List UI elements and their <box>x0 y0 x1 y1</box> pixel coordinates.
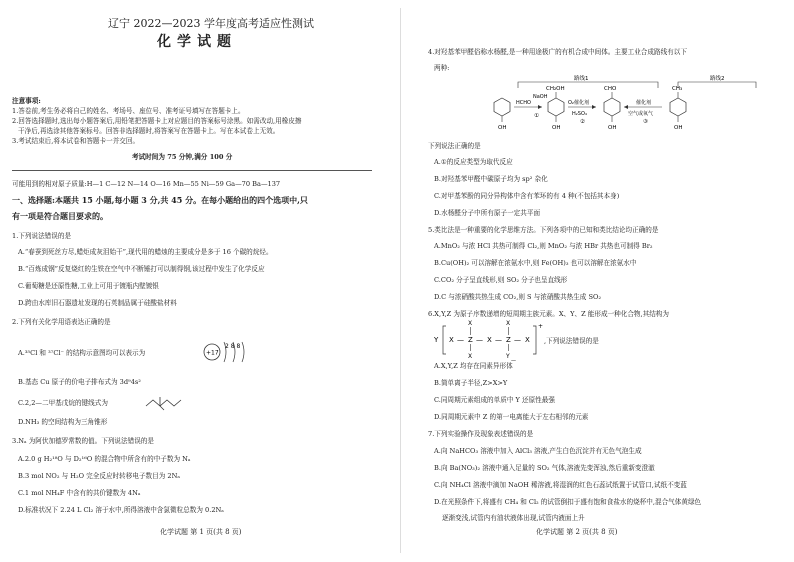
svg-text:X: X <box>506 320 511 327</box>
question-4-option-a: A.①的反应类型为取代反应 <box>434 158 513 166</box>
svg-text:Y: Y <box>434 336 439 344</box>
right-page <box>418 0 784 562</box>
svg-text:Y: Y <box>506 353 510 360</box>
ion-structure-diagram <box>200 336 260 368</box>
svg-text:OH: OH <box>498 125 507 131</box>
section-heading: 一、选择题:本题共 15 小题,每小题 3 分,共 45 分。在每小题给出的四个选项中,只 <box>12 195 308 205</box>
svg-text:OH: OH <box>608 125 617 131</box>
question-7-option-d: D.在光照条件下,将盛有 CH₄ 和 Cl₂ 的试管倒扣于盛有饱和食盐水的烧杯中,混合气体黄绿色 <box>434 498 702 506</box>
question-6-option-d: D.同周期元素中 Z 的第一电离能大于左右相邻的元素 <box>434 413 589 421</box>
svg-text:—: — <box>511 358 516 362</box>
bond-line-formula <box>144 395 184 411</box>
page-footer: 化学试题 第 2 页(共 8 页) <box>536 528 618 536</box>
svg-text:NaOH: NaOH <box>533 94 548 100</box>
svg-text:OH: OH <box>674 125 683 131</box>
rule-line <box>12 170 372 171</box>
svg-text:X: X <box>468 353 473 360</box>
question-4-option-d: D.水杨醛分子中所有原子一定共平面 <box>434 209 541 217</box>
svg-text:O₂催化剂: O₂催化剂 <box>568 100 589 106</box>
methylphenol-ring <box>670 86 686 131</box>
svg-text:OH: OH <box>552 125 561 131</box>
question-2-stem: 2.下列有关化学用语表达正确的是 <box>12 318 111 326</box>
question-7-option-b: B.向 Ba(NO₃)₂ 溶液中通入足量的 SO₂ 气体,溶液先变浑浊,然后重新变澄澈 <box>434 464 655 472</box>
question-5-option-a: A.MnO₂ 与浓 HCl 共热可制得 Cl₂,则 MnO₂ 与浓 HBr 共热也可制得 Br₂ <box>434 242 653 250</box>
note-line: 2.回答选择题时,选出每小题答案后,用铅笔把答题卡上对应题目的答案标号涂黑。如需改动,用橡皮擦 <box>12 117 302 125</box>
question-2-option-c: C.2,2—二甲基戊烷的键线式为 <box>18 399 108 407</box>
question-3-option-c: C.1 mol NH₄F 中含有的共价键数为 4Nₐ <box>18 489 141 497</box>
note-line: 1.答卷前,考生务必将自己的姓名、考场号、座位号、准考证号填写在答题卡上。 <box>12 107 245 115</box>
svg-text:空气或氧气: 空气或氧气 <box>628 111 654 117</box>
hydroxymethylphenol-ring <box>546 86 565 131</box>
page-footer: 化学试题 第 1 页(共 8 页) <box>160 528 242 536</box>
note-line: 干净后,再选涂其他答案标号。回答非选择题时,将答案写在答题卡上。写在本试卷上无效。 <box>18 127 280 135</box>
question-5-option-d: D.C 与浓硝酸共热生成 CO₂,则 S 与浓硝酸共热生成 SO₂ <box>434 293 602 301</box>
question-6-option-c: C.同周期元素组成的单质中 Y 还原性最强 <box>434 396 555 404</box>
hydroxybenzaldehyde-ring <box>604 86 620 131</box>
left-page <box>12 0 384 562</box>
subject-title: 化学试题 <box>157 34 237 50</box>
question-7-option-c: C.向 NH₄Cl 溶液中滴加 NaOH 稀溶液,将湿润的红色石蕊试纸置于试管口,试纸不变蓝 <box>434 481 687 489</box>
question-6-option-b: B.简单离子半径,Z>X>Y <box>434 379 508 387</box>
question-5-option-c: C.CO₂ 分子呈直线形,则 SO₂ 分子也呈直线形 <box>434 276 568 284</box>
svg-text:Z: Z <box>468 336 473 344</box>
question-3-stem: 3.Nₐ 为阿伏加德罗常数的值。下列说法错误的是 <box>12 437 154 445</box>
svg-text:①: ① <box>534 113 539 119</box>
question-6-stem-cont: ,下列说法错误的是 <box>544 337 599 345</box>
svg-text:X: X <box>525 336 530 344</box>
svg-text:—: — <box>514 336 521 344</box>
svg-text:X: X <box>487 336 492 344</box>
svg-text:③: ③ <box>643 119 648 125</box>
question-4-option-b: B.对羟基苯甲醛中碳原子均为 sp² 杂化 <box>434 175 548 183</box>
svg-text:催化剂: 催化剂 <box>636 100 652 106</box>
synthesis-scheme <box>488 74 768 138</box>
atomic-masses: 可能用到的相对原子质量:H—1 C—12 N—14 O—16 Mn—55 Ni—59 Ga—70 Ba—137 <box>12 180 281 188</box>
exam-title: 辽宁 2022—2023 学年度高考适应性测试 <box>108 17 314 30</box>
question-5-option-b: B.Cu(OH)₂ 可以溶解在浓氨水中,则 Fe(OH)₃ 也可以溶解在浓氨水中 <box>434 259 637 267</box>
question-1-option-a: A.“春蚕到死丝方尽,蜡炬成灰泪始干”,现代用的蜡烛的主要成分是多于 16 个碳的烷烃。 <box>18 248 273 256</box>
svg-text:—: — <box>495 336 502 344</box>
svg-text:HCHO: HCHO <box>516 100 531 106</box>
svg-text:②: ② <box>580 119 585 125</box>
question-3-option-a: A.2.0 g H₂¹⁸O 与 D₂¹⁶O 的混合物中所含有的中子数为 Nₐ <box>18 455 191 463</box>
svg-text:X: X <box>468 320 473 327</box>
question-6-stem: 6.X,Y,Z 为原子序数递增的短周期主族元素。X、Y、Z 能形成一种化合物,其结构为 <box>428 310 669 318</box>
question-1-stem: 1.下列说法错误的是 <box>12 232 72 240</box>
section-heading-cont: 有一项是符合题目要求的。 <box>12 211 108 221</box>
question-7-stem: 7.下列实验操作及现象表述错误的是 <box>428 430 534 438</box>
compound-structure <box>432 318 552 362</box>
question-2-option-b: B.基态 Cu 原子的价电子排布式为 3d⁹4s² <box>18 378 141 386</box>
svg-text:H₂SO₄: H₂SO₄ <box>572 111 587 117</box>
question-2-option-a: A.³⁵Cl 和 ³⁷Cl⁻ 的结构示意图均可以表示为 <box>18 349 146 357</box>
svg-text:CH₃: CH₃ <box>672 86 683 92</box>
question-4-option-c: C.对甲基苯酚的同分异构体中含有苯环的有 4 种(不包括其本身) <box>434 192 620 200</box>
question-2-option-d: D.NH₃ 的空间结构为三角锥形 <box>18 418 108 426</box>
question-7-option-d-cont: 逐渐变浅,试管内有油状液体出现,试管内液面上升 <box>442 514 585 522</box>
phenol-ring <box>494 98 510 131</box>
question-4-stem-cont: 两种: <box>434 64 450 72</box>
question-7-option-a: A.向 NaHCO₃ 溶液中加入 AlCl₃ 溶液,产生白色沉淀并有无色气泡生成 <box>434 447 642 455</box>
notes-heading: 注意事项: <box>12 97 41 105</box>
svg-text:—: — <box>457 336 464 344</box>
question-6-option-a: A.X,Y,Z 均存在同素异形体 <box>434 362 513 370</box>
note-line: 3.考试结束后,将本试卷和答题卡一并交回。 <box>12 137 140 145</box>
question-1-option-b: B.“百炼成钢”反复烧红的生铁在空气中不断锤打可以制得钢,该过程中发生了化学反应 <box>18 265 265 273</box>
question-1-option-c: C.葡萄糖是还原性糖,工业上可用于镀瓶内壁镀银 <box>18 282 159 290</box>
question-4-stem: 4.对羟基苯甲醛俗称水杨醛,是一种用途极广的有机合成中间体。主要工业合成路线有以下 <box>428 48 687 56</box>
svg-text:CH₂OH: CH₂OH <box>546 86 565 92</box>
svg-text:X: X <box>449 336 454 344</box>
page-divider <box>400 8 401 553</box>
question-3-option-b: B.3 mol NO₂ 与 H₂O 完全反应时转移电子数目为 2Nₐ <box>18 472 180 480</box>
route-1-label: 路线1 <box>574 76 589 82</box>
svg-text:+: + <box>538 323 544 330</box>
svg-text:—: — <box>476 336 483 344</box>
question-3-option-d: D.标准状况下 2.24 L Cl₂ 溶于水中,所得溶液中含氯微粒总数为 0.2Nₐ <box>18 506 224 514</box>
question-4-prompt: 下列说法正确的是 <box>428 142 481 150</box>
shell-label: 2 8 8 <box>225 343 241 350</box>
question-1-option-d: D.跨由水库旧石器遗址发现的石英制品属于硅酸盐材料 <box>18 299 177 307</box>
svg-text:Z: Z <box>506 336 511 344</box>
question-5-stem: 5.类比法是一种重要的化学思维方法。下列各项中的已知和类比结论均正确的是 <box>428 226 659 234</box>
route-2-label: 路线2 <box>710 76 725 82</box>
svg-text:CHO: CHO <box>604 86 617 92</box>
ion-nucleus-label: +17 <box>206 349 219 357</box>
exam-time: 考试时间为 75 分钟,满分 100 分 <box>132 153 233 161</box>
